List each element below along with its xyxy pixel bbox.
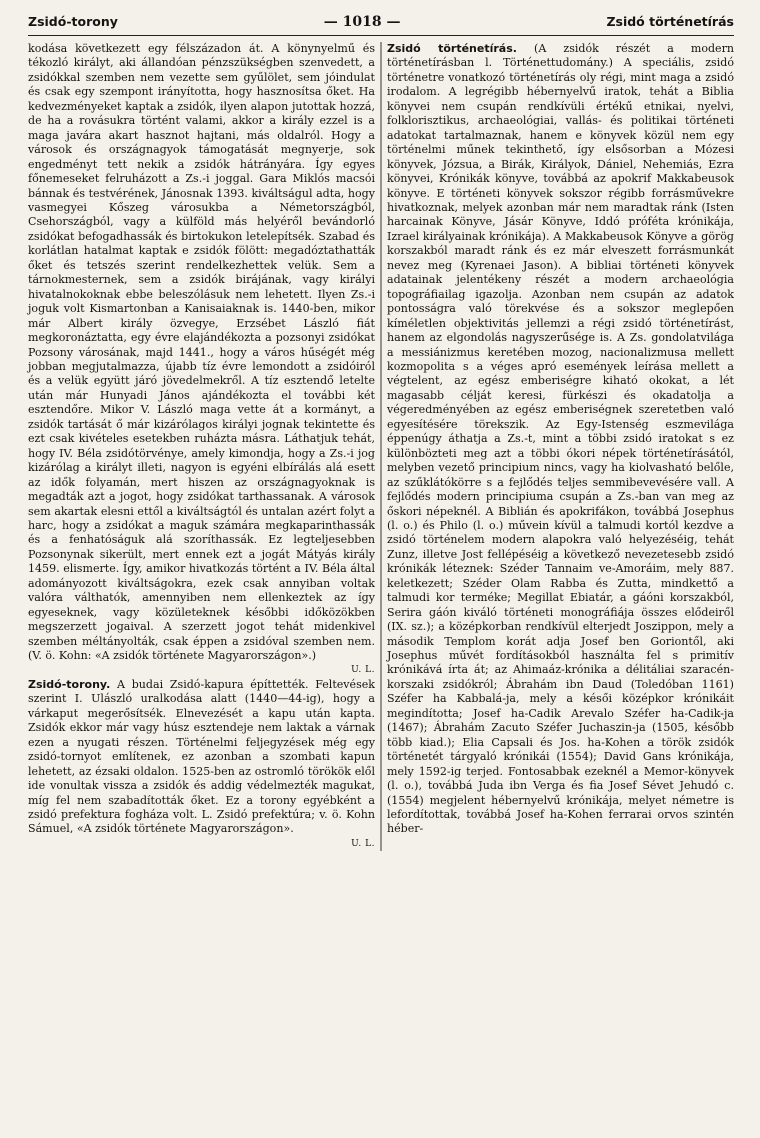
two-column-body [28,42,734,851]
running-header [28,14,734,36]
author-signature: U. L. [351,838,375,849]
entry-text: (A zsidók részét a modern történetírásban l. Történettudomány.) A speciális, zsidó történetre vonatkozó történetírás oly régi, mint maga a zsidó irodalom. A legrégibb hébernyelvű iratok, tehát a Biblia könyvei nem csupán rendkívüli értékű etnikai, nyelvi, folklorisztikus, archaeológiai, vallás- és politikai történeti adatokat tartalmaznak, hanem e könyvek közül nem egy történelmi műnek tekinthető, így elsősorban a Mózesi könyvek, Józsua, a Birák, Királyok, Dániel, Nehemiás, Ezra könyvei, Krónikák könyve, továbbá az apokrif Makkabeusok könyve. E történeti könyvek sokszor régibb forrásművekre hivatkoznak, melyek azonban már nem maradtak ránk (Isten harcainak Könyve, Jásár Könyve, Iddó próféta krónikája, Izrael királyainak krónikája). A Makkabeusok Könyve a görög korszakból maradt ránk és ez már elveszett forrásmunkát nevez meg (Kyrenaei Jason). A bibliai történeti könyvek adatainak jelentékeny részét a modern archaeológia topográfiailag igazolja. Azonban nem csupán az adatok pontosságra való törekvése és a sokszor meglepően kíméletlen objektivitás jellemzi a régi zsidó történetírást, hanem az elgondolás nagyszerűsége is. A Zs. gondolatvilága a messiánizmus keretében mozog, nacionalizmusa mellett kozmopolita s a véges apró események leírása mellett a végtelent, az egész emberiségre kiható okokat, a lét magasabb célját keresi, fürkészi és okadatolja a végeredményében az egész emberiségnek szeretetben való egyesítésére törekszik. Az Egy-Istenség eszmevilága éppenúgy áthatja a Zs.-t, mint a többi zsidó iratokat s ez különbözteti meg azt a többi ókori népek történetírásától, melyben vezető principium nincs, vagy ha kiolvasható belőle, az szűklátókörre s a fejlődés teljes semmibevevésére vall. A fejlődés modern principiuma csupán a Zs.-ban van meg az őskori népeknél. A Biblián és apokrifákon, továbbá Josephus (l. o.) és Philo (l. o.) művein kívül a talmudi kortól kezdve a zsidó történelem modern alapokra való helyezéséig, tehát Zunz, illetve Jost fellépéséig a következő nevezetesebb zsidó krónikák léteznek: Széder Tannaim ve-Amoráim, mely 887. keletkezett; Széder Olam Rabba és Zutta, mindkettő a talmudi kor terméke; Megillat Ebiatár, a gáóni korszakból, Serira gáón kiváló történeti monográfiája összes elődeiről (IX. sz.); a középkorban rendkívül elterjedt Joszippon, mely a második Templom korát adja Josef ben Goriontől, aki Josephus művét fordításokból használta fel s primitív krónikává írta át; az Ahimaáz-krónika a délitáliai szaracén-korszaki zsidókról; Ábrahám ibn Daud (Toledóban 1161) Széfer ha Kabbalá-ja, mely a késői középkor krónikáit megindította; Josef ha-Cadik Arevalo Széfer ha-Cadik-ja (1467); Ábrahám Zacuto Széfer Juchaszin-ja (1505, később több kiad.); Elia Capsali és Jos. ha-Kohen a török zsidók történetét tárgyaló krónikái (1554); David Gans krónikája, mely 1592-ig terjed. Fontosabbak ezeknél a Memor-könyvek (l. o.), továbbá Juda ibn Verga és fia Josef Sévet Jehudó c. (1554) megjelent hébernyelvű krónikája, melyet németre is lefordítottak, továbbá Josef ha-Kohen ferrarai orvos szintén héber- [387,42,734,836]
header-left-term: Zsidó-torony [28,14,118,29]
author-signature: U. L. [351,665,375,676]
entry-zsido-tortenetiras [387,42,734,837]
right-column [387,42,734,851]
entry-headword: Zsidó történetírás. [387,42,517,55]
entry-text: A budai Zsidó-kapura építtették. Feltevések szerint I. Ulászló uralkodása alatt (1440—44-ig), hogy a várkaput megerősítsék. Elnevezését a kapu után kapta. Zsidók ekkor már vagy húsz esztendeje nem laktak a várnak ezen a nyugati részen. Történelmi feljegyzések még egy zsidó-tornyot említenek, ez azonban a szombati kapun lehetett, az ézsaki oldalon. 1525-ben az ostromló törökök elől ide vonultak vissza a zsidók és addig védelmezték magukat, míg fel nem szabadították őket. Ez a torony egyébként a zsidó prefektura fogháza volt. L. Zsidó prefektúra; v. ö. Kohn Sámuel, «A zsidók története Magyarországon». [28,677,375,836]
left-column [28,42,375,851]
entry-headword: Zsidó-torony. [28,677,111,691]
header-right-term: Zsidó történetírás [606,14,734,29]
entry-zsido-torony [28,678,375,837]
page-number: — 1018 — [323,14,401,30]
continued-entry-text: kodása következett egy félszázadon át. A könynyelmű és tékozló királyt, aki állandóan pénzszükségben szenvedett, a zsidókkal szemben nem vezette sem gyűlölet, sem jóindulat és csak egy szempont irányította, hogy hasznosítsa őket. Ha kedvezményeket kaptak a zsidók, ilyen alapon jutottak hozzá, de ha a rovásukra történt valami, akkor a király ezzel is a maga javára akart hasznot hajtani, más oldalról. Hogy a városok és országnagyok támogatását megnyerje, sok engedményt tett nekik a zsidók hátrányára. Így egyes főnemeseket felruházott a Zs.-i joggal. Gara Miklós macsói bánnak és testvérének, Jánosnak 1393. kiváltságul adta, hogy vasmegyei Kőszeg városukba a Németországból, Csehországból, vagy a külföld más helyéről bevándorló zsidókat befogadhassák és birtokukon letelepítsék. Szabad és korlátlan hatalmat kaptak e zsidók fölött: megadóztathatták őket és tetszés szerint rendelkezhettek velük. Sem a tárnokmesternek, sem a zsidók birájának, vagy királyi hivatalnokoknak ebbe beleszólásuk nem lehetett. Ilyen Zs.-i joguk volt Kismartonban a Kanisaiaknak is. 1440-ben, mikor már Albert király özvegye, Erzsébet László fiát megkoronáztatta, egy évre elajándékozta a pozsonyi zsidókat Pozsony városának, majd 1441., hogy a város hűségét még jobban megjutalmazza, újabb tíz évre lemondott a zsidóiról és a velük együtt járó jövedelmekről. A tíz esztendő letelte után már Hunyadi János ajándékozta el további két esztendőre. Mikor V. László maga vette át a kormányt, a zsidók tartását ő már kizárólagos királyi jognak tekintette és ezt csak kivételes esetekben ruházta másra. Láthatjuk tehát, hogy IV. Béla zsidótörvénye, amely kimondja, hogy a Zs.-i jog kizárólag a királyt illeti, nagyon is egyéni elbírálás alá esett az idők folyamán, mert hiszen az országnagyoknak is megadták azt a jogot, hogy zsidókat tarthassanak. A városok sem akartak elesni ettől a kiváltságtól és untalan azért folyt a harc, hogy a zsidókat a maguk számára megkaparinthassák és a fenhatóságuk alá szoríthassák. Ez legteljesebben Pozsonynak sikerült, mert ennek ezt a jogát Mátyás király 1459. elismerte. Így, amikor hivatkozás történt a IV. Béla által adományozott kiváltságokra, ezek csak annyiban voltak valóra válthatók, amennyiben nem ellenkeztek az így egyeseknek, vagy közületeknek későbbi időközökben megszerzett jogaival. A szerzett jogot tehát midenkivel szemben méltányolták, csak éppen a zsidóval szemben nem. (V. ö. Kohn: «A zsidók története Magyarországon».) [28,42,375,663]
